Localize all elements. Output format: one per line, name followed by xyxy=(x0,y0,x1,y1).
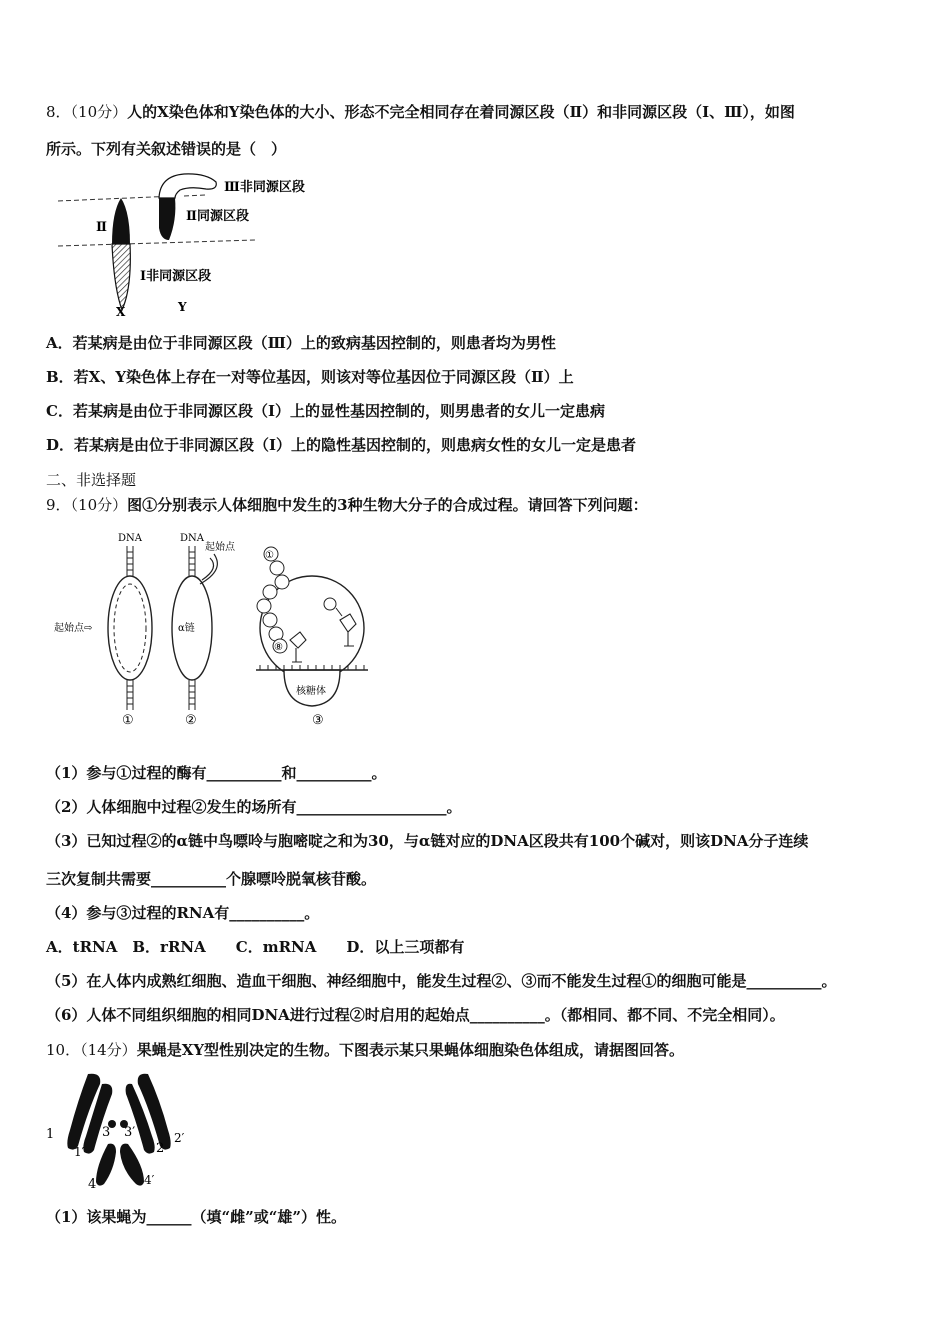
origin-label-left: 起始点⇨ xyxy=(54,623,93,634)
label-left-ii: Ⅱ xyxy=(96,220,107,235)
replication-bubble xyxy=(108,576,152,680)
q9-sub3-line2: 三次复制共需要__________个腺嘌呤脱氧核苷酸。 xyxy=(46,870,377,888)
q9-sub5: （5）在人体内成熟红细胞、造血干细胞、神经细胞中，能发生过程②、③而不能发生过程①的细胞可能是__________。 xyxy=(46,972,837,990)
q9-sub2: （2）人体细胞中过程②发生的场所有____________________。 xyxy=(46,798,462,816)
q10-stem xyxy=(46,1040,684,1060)
label-i-nonhomologous: Ⅰ非同源区段 xyxy=(140,269,212,284)
q10-score: （14分） xyxy=(80,1041,137,1059)
dna-label-2: DNA xyxy=(180,533,204,544)
bead-label-8: ⑧ xyxy=(274,642,283,653)
bead-label-1: ① xyxy=(265,550,274,561)
q9-sub1: （1）参与①过程的酶有__________和__________。 xyxy=(46,764,387,782)
label-x: X xyxy=(116,305,126,319)
x-chromosome-upper xyxy=(112,198,130,244)
label-ii-homologous: Ⅱ同源区段 xyxy=(186,209,249,224)
q9-sub6: （6）人体不同组织细胞的相同DNA进行过程②时启用的起始点__________。（都相同、都不同、不完全相同）。 xyxy=(46,1006,785,1024)
alpha-chain-label: α链 xyxy=(178,623,195,634)
q8-score: （10分） xyxy=(70,103,128,121)
label-4: 4 xyxy=(88,1177,97,1192)
label-3: 3 xyxy=(102,1125,111,1140)
section-title: 二、非选择题 xyxy=(46,471,137,489)
label-2: 2 xyxy=(156,1141,165,1156)
circle-label-3: ③ xyxy=(312,713,324,728)
synthesis-process-figure xyxy=(50,528,390,728)
q9-stem-text: 图①分别表示人体细胞中发生的3种生物大分子的合成过程。请回答下列问题： xyxy=(127,496,648,514)
q10-sub1: （1）该果蝇为______（填“雌”或“雄”）性。 xyxy=(46,1208,346,1226)
lower-dashed-line xyxy=(58,240,256,246)
label-3prime: 3′ xyxy=(124,1125,136,1140)
q9-sub3-line1: （3）已知过程②的α链中鸟嘌呤与胞嘧啶之和为30，与α链对应的DNA区段共有100个碱对，则该DNA分子连续 xyxy=(46,832,809,850)
circle-label-1: ① xyxy=(122,713,134,728)
label-y: Y xyxy=(178,300,187,314)
q9-stem xyxy=(46,495,648,515)
label-iii-nonhomologous: Ⅲ非同源区段 xyxy=(224,180,305,195)
chromosome-4prime xyxy=(120,1144,144,1186)
q8-stem-text: 人的X染色体和Y染色体的大小、形态不完全相同存在着同源区段（Ⅱ）和非同源区段（Ⅰ、Ⅲ），如图 xyxy=(127,103,795,121)
q10-stem-text: 果蝇是XY型性别决定的生物。下图表示某只果蝇体细胞染色体组成，请据图回答。 xyxy=(136,1041,685,1059)
q8-stem-line2: 所示。下列有关叙述错误的是（ ） xyxy=(46,140,287,158)
q9-number: 9． xyxy=(46,496,71,514)
q8-option-b[interactable]: B．若X、Y染色体上存在一对等位基因，则该对等位基因位于同源区段（Ⅱ）上 xyxy=(46,368,574,386)
q10-number: 10． xyxy=(46,1041,81,1059)
q8-option-c[interactable]: C．若某病是由位于非同源区段（Ⅰ）上的显性基因控制的，则男患者的女儿一定患病 xyxy=(46,402,605,420)
q8-option-d[interactable]: D．若某病是由位于非同源区段（Ⅰ）上的隐性基因控制的，则患病女性的女儿一定是患者 xyxy=(46,436,637,454)
fruit-fly-karyotype-figure xyxy=(44,1070,194,1192)
label-2prime: 2′ xyxy=(174,1131,185,1145)
dna-label-1: DNA xyxy=(118,533,142,544)
xy-chromosome-figure xyxy=(56,168,346,320)
q8-stem-line1 xyxy=(46,102,795,122)
origin-label-right: 起始点 xyxy=(205,542,235,553)
q8-number: 8． xyxy=(46,103,71,121)
chromosome-4 xyxy=(96,1144,116,1186)
label-4prime: 4′ xyxy=(144,1173,155,1187)
x-chromosome-lower xyxy=(112,244,130,310)
upper-dashed-line-right xyxy=(184,195,206,196)
ribosome-label: 核糖体 xyxy=(296,686,326,697)
circle-label-2: ② xyxy=(185,713,197,728)
q9-sub4: （4）参与③过程的RNA有__________。 xyxy=(46,904,320,922)
upper-dashed-line xyxy=(58,196,176,201)
label-1: 1 xyxy=(46,1127,55,1142)
q9-sub4-options[interactable]: A．tRNA B．rRNA C．mRNA D．以上三项都有 xyxy=(46,938,465,956)
y-chromosome-hook xyxy=(159,174,216,198)
q9-score: （10分） xyxy=(70,496,128,514)
y-chromosome-black xyxy=(159,198,175,240)
q8-option-a[interactable]: A．若某病是由位于非同源区段（Ⅲ）上的致病基因控制的，则患者均为男性 xyxy=(46,334,556,352)
label-1prime: 1′ xyxy=(74,1145,85,1159)
